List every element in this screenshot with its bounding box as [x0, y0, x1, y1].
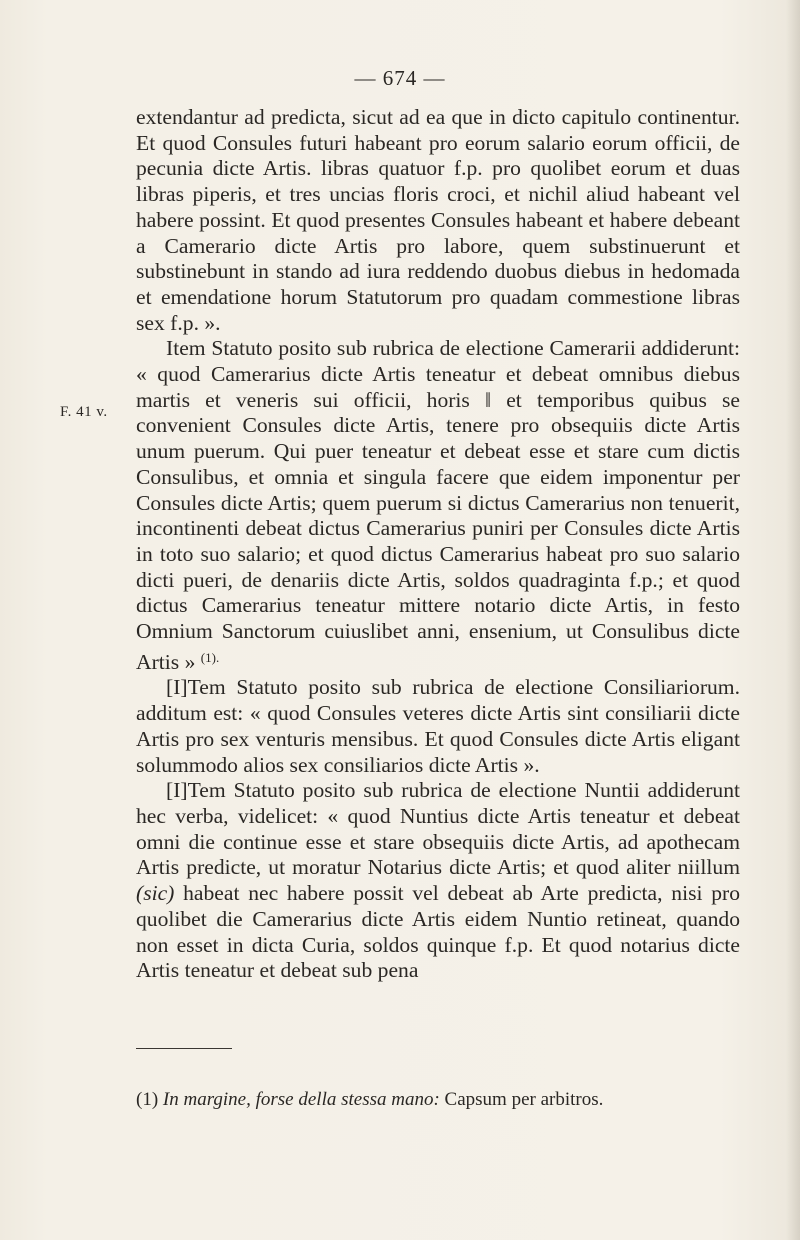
- paragraph-4-continuation: habeat nec habere possit vel debeat ab Arte predicta, nisi pro quolibet die Camerarius dicte Artis eidem Nuntio retineat, quando non esset in dicta Curia, soldos quinque f.p. Et quod notarius dicte Artis teneatur et debeat sub pena: [136, 881, 740, 983]
- footnote-italic-text: In margine, forse della stessa mano:: [162, 1089, 440, 1110]
- paragraph-1: extendantur ad predicta, sicut ad ea que in dicto capitulo continentur. Et quod Consules futuri habeant pro eorum salario eorum officii, de pecunia dicte Artis. libras quatuor f.p. pro quolibet eorum et duas libras piperis, et tres uncias floris croci, et nichil aliud habeant vel habere possint. Et quod presentes Consules habeant et habere debeant a Camerario dicte Artis pro labore, quem substinuerunt et substinebunt in stando ad iura reddendo duobus diebus in hedomada et emendatione horum Statutorum pro quadam commestione libras sex f.p. ».: [136, 105, 740, 335]
- page-edge-shadow: [786, 0, 800, 1240]
- footnote-reference: (1).: [200, 649, 220, 665]
- paragraph-4: [136, 778, 740, 984]
- paragraph-2: [136, 336, 740, 675]
- page-number: — 674 —: [354, 66, 446, 90]
- footnote-marker: (1): [136, 1089, 159, 1110]
- initial-bracket: [I]: [166, 675, 188, 700]
- footnote-text: Capsum per arbitros.: [444, 1089, 604, 1110]
- initial-bracket: [I]: [166, 778, 188, 803]
- paragraph-4-text: Tem Statuto posito sub rubrica de electione Nuntii addiderunt hec verba, videlicet: « quod Nuntius dicte Artis teneatur et debeat omni die continue esse et stare obsequiis dicte Artis, ad apothecam Artis predicte, ut moratur Notarius dicte Artis; et quod aliter niillum: [136, 778, 740, 880]
- sic-annotation: (sic): [136, 881, 175, 906]
- paragraph-3-text: Tem Statuto posito sub rubrica de electione Consiliariorum. additum est: « quod Consules veteres dicte Artis sint consiliarii dicte Artis pro sex venturis mensibus. Et quod Consules dicte Artis eligant solummodo alios sex consiliarios dicte Artis ».: [136, 675, 740, 777]
- footnote: [136, 1088, 740, 1112]
- footnote-separator: [136, 1048, 232, 1049]
- main-text: [136, 105, 740, 984]
- paragraph-3: [136, 675, 740, 778]
- paragraph-2-text: Item Statuto posito sub rubrica de electione Camerarii addiderunt: « quod Camerarius dicte Artis teneatur et debeat omnibus diebus martis et veneris sui officii, horis ‖ et temporibus quibus se convenient Consules dicte Artis, tenere pro obsequiis dicte Artis unum puerum. Qui puer teneatur et debeat esse et stare cum dictis Consulibus, et omnia et singula facere que eidem imponentur per Consules dicte Artis; quem puerum si dictus Camerarius non tenuerit, incontinenti debeat dictus Camerarius puniri per Consules dicte Artis in toto suo salario; et quod dictus Camerarius habeat pro suo salario dicti pueri, de denariis dicte Artis, soldos quadraginta f.p.; et quod dictus Camerarius teneatur mittere notario dicte Artis, in festo Omnium Sanctorum cuiuslibet anni, ensenium, ut Consulibus dicte Artis »: [136, 336, 740, 674]
- folio-margin-note: F. 41 v.: [60, 404, 108, 420]
